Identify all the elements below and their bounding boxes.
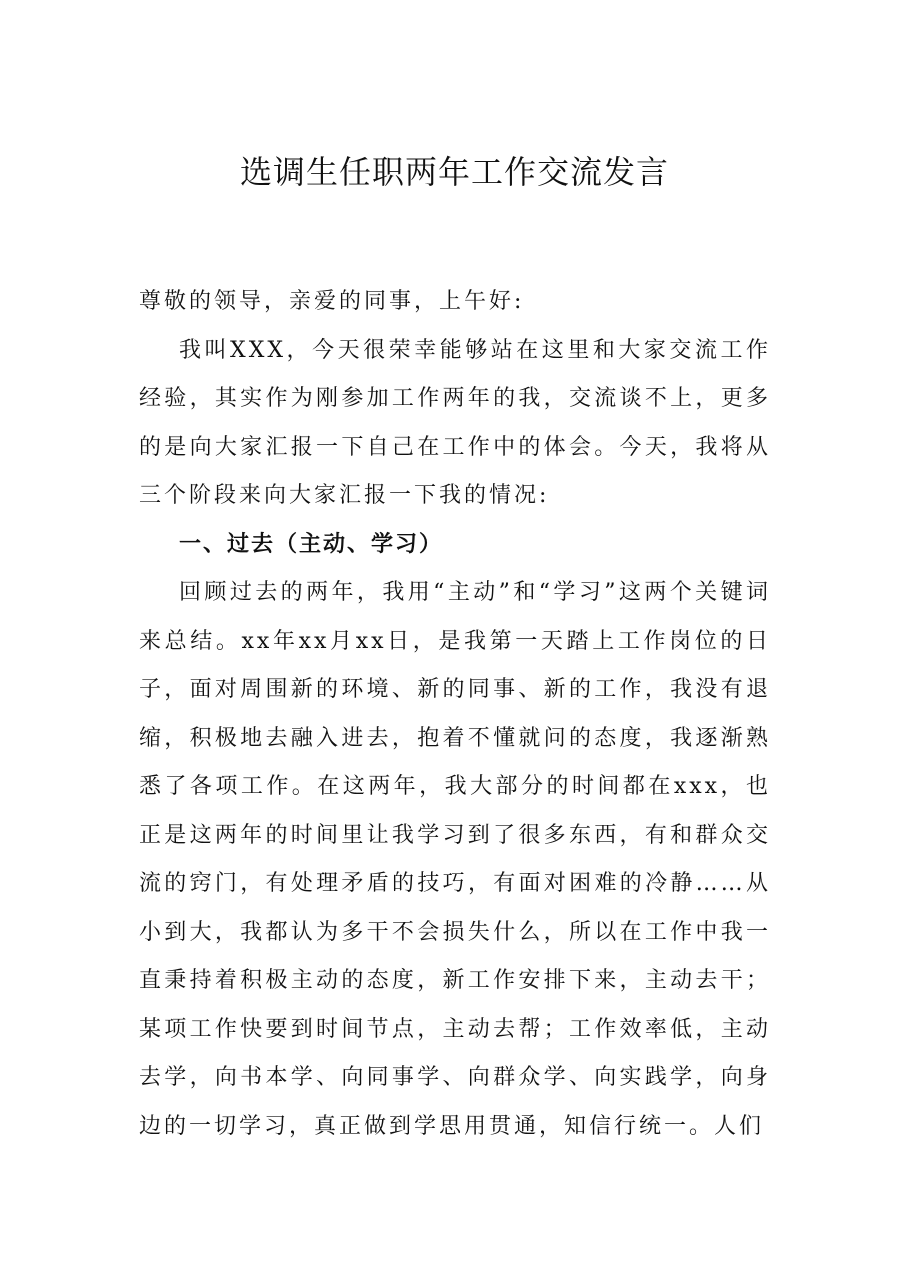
section-paragraph: 回顾过去的两年，我用“主动”和“学习”这两个关键词来总结。xx年xx月xx日，是我第一天踏上工作岗位的日子，面对周围新的环境、新的同事、新的工作，我没有退缩，积极地去融入进去，抱着不懂就问的态度，我逐渐熟悉了各项工作。在这两年，我大部分的时间都在xxx，也正是这两年的时间里让我学习到了很多东西，有和群众交流的窍门，有处理矛盾的技巧，有面对困难的冷静……从小到大，我都认为多干不会损失什么，所以在工作中我一直秉持着积极主动的态度，新工作安排下来，主动去干；某项工作快要到时间节点，主动去帮；工作效率低，主动去学，向书本学、向同事学、向群众学、向实践学，向身边的一切学习，真正做到学思用贯通，知信行统一。人们 [139, 580, 771, 1139]
section-heading: 一、过去（主动、学习） [179, 531, 444, 557]
document-title: 选调生任职两年工作交流发言 [239, 153, 669, 191]
document-body [139, 278, 771, 1151]
intro-paragraph: 我叫XXX，今天很荣幸能够站在这里和大家交流工作经验，其实作为刚参加工作两年的我，交流谈不上，更多的是向大家汇报一下自己在工作中的体会。今天，我将从三个阶段来向大家汇报一下我的情况: [139, 337, 771, 508]
salutation-paragraph: 尊敬的领导，亲爱的同事，上午好: [139, 289, 525, 314]
